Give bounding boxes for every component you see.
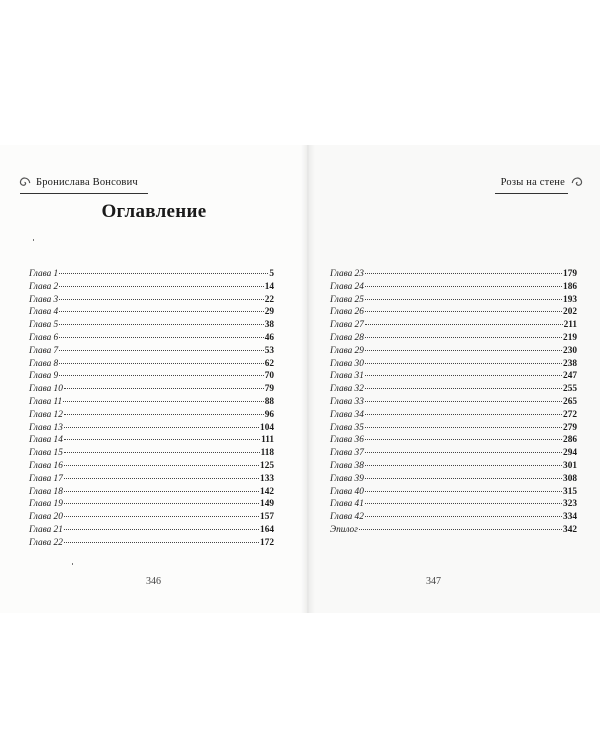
book-title: Розы на стене [500, 176, 565, 188]
toc-dot-leader [64, 491, 259, 492]
page-title: Оглавление [101, 201, 207, 222]
toc-dot-leader [64, 388, 264, 389]
toc-dot-leader [59, 350, 264, 351]
toc-dot-leader [365, 337, 562, 338]
toc-entry-label: Глава 36 [330, 435, 364, 446]
toc-entry [29, 396, 274, 409]
toc-entry-label: Глава 12 [29, 409, 63, 420]
toc-entry-label: Глава 25 [330, 294, 364, 305]
toc-entry [330, 447, 577, 460]
toc-dot-leader [64, 414, 264, 415]
toc-entry-page: 104 [260, 422, 274, 433]
toc-entry [330, 370, 577, 383]
toc-entry [330, 409, 577, 422]
toc-entry [29, 332, 274, 345]
toc-dot-leader [365, 478, 562, 479]
toc-entry-label: Глава 1 [29, 269, 59, 279]
toc-entry [330, 524, 577, 537]
left-page [0, 145, 307, 613]
toc-entry-page: 62 [264, 358, 274, 369]
toc-entry [330, 345, 577, 358]
toc-entry-label: Глава 31 [330, 371, 364, 382]
toc-entry-page: 193 [563, 294, 577, 305]
right-page [307, 145, 600, 613]
toc-entry [330, 422, 577, 435]
toc-entry-page: 172 [260, 537, 274, 548]
toc-entry [29, 383, 274, 396]
toc-entry-label: Глава 21 [29, 524, 63, 535]
toc-entry [29, 306, 274, 319]
toc-entry-label: Глава 23 [330, 269, 364, 279]
toc-entry [330, 281, 577, 294]
toc-entry-page: 22 [264, 294, 274, 305]
toc-entry-page: 111 [261, 435, 274, 446]
toc-entry [330, 511, 577, 524]
toc-entry [29, 422, 274, 435]
toc-dot-leader [59, 324, 264, 325]
toc-entry [330, 306, 577, 319]
toc-dot-leader [365, 273, 562, 274]
toc-entry-page: 265 [563, 396, 577, 407]
toc-dot-leader [365, 311, 562, 312]
toc-dot-leader [59, 273, 268, 274]
toc-entry-page: 342 [563, 524, 577, 535]
toc-dot-leader [59, 337, 264, 338]
toc-entry-page: 230 [563, 345, 577, 356]
toc-entry-page: 238 [563, 358, 577, 369]
toc-entry-label: Эпилог [330, 524, 358, 535]
toc-entry-page: 211 [563, 320, 577, 331]
toc-dot-leader [365, 375, 562, 376]
toc-entry-page: 118 [260, 448, 274, 459]
toc-entry [330, 498, 577, 511]
toc-entry-label: Глава 35 [330, 422, 364, 433]
toc-entry-label: Глава 14 [29, 435, 63, 446]
toc-list-left [29, 268, 274, 550]
print-speck [33, 239, 34, 241]
toc-entry-page: 272 [563, 409, 577, 420]
toc-entry-page: 29 [264, 307, 274, 318]
toc-entry-label: Глава 2 [29, 281, 59, 292]
toc-entry-label: Глава 40 [330, 486, 364, 497]
toc-entry-label: Глава 26 [330, 307, 364, 318]
toc-dot-leader [63, 401, 264, 402]
toc-entry-page: 308 [563, 473, 577, 484]
toc-dot-leader [59, 375, 264, 376]
toc-entry-page: 247 [563, 371, 577, 382]
toc-dot-leader [365, 439, 562, 440]
book-gutter [301, 145, 315, 613]
toc-dot-leader [64, 465, 259, 466]
toc-entry-label: Глава 5 [29, 320, 59, 331]
toc-entry-label: Глава 15 [29, 448, 63, 459]
toc-entry [29, 294, 274, 307]
toc-dot-leader [365, 299, 562, 300]
toc-entry [330, 268, 577, 281]
right-running-head [501, 174, 584, 190]
toc-entry-page: 334 [563, 512, 577, 523]
toc-entry-page: 125 [260, 460, 274, 471]
toc-dot-leader [64, 529, 259, 530]
toc-entry-label: Глава 18 [29, 486, 63, 497]
toc-entry [330, 294, 577, 307]
toc-entry-page: 179 [563, 269, 577, 279]
toc-dot-leader [59, 286, 264, 287]
toc-entry-label: Глава 32 [330, 384, 364, 395]
toc-entry-label: Глава 20 [29, 512, 63, 523]
toc-dot-leader [365, 503, 562, 504]
toc-dot-leader [365, 350, 562, 351]
toc-dot-leader [64, 478, 259, 479]
spiral-ornament-icon [571, 176, 584, 189]
toc-entry [29, 358, 274, 371]
toc-entry-label: Глава 28 [330, 332, 364, 343]
toc-entry-label: Глава 3 [29, 294, 59, 305]
toc-entry [29, 460, 274, 473]
toc-entry [29, 498, 274, 511]
page-number: 346 [146, 576, 161, 587]
toc-entry [29, 281, 274, 294]
toc-entry-page: 279 [563, 422, 577, 433]
toc-entry [29, 434, 274, 447]
toc-entry-page: 38 [264, 320, 274, 331]
toc-dot-leader [359, 529, 562, 530]
toc-entry-page: 70 [264, 371, 274, 382]
toc-entry [330, 319, 577, 332]
toc-entry [29, 319, 274, 332]
toc-entry-label: Глава 13 [29, 422, 63, 433]
toc-entry-page: 79 [264, 384, 274, 395]
toc-entry-page: 323 [563, 499, 577, 510]
toc-entry-label: Глава 22 [29, 537, 63, 548]
toc-entry [29, 486, 274, 499]
toc-entry-page: 46 [264, 332, 274, 343]
toc-entry-page: 14 [264, 281, 274, 292]
toc-entry-page: 286 [563, 435, 577, 446]
toc-dot-leader [365, 363, 562, 364]
toc-entry [29, 473, 274, 486]
toc-entry-label: Глава 24 [330, 281, 364, 292]
toc-entry [29, 537, 274, 550]
toc-entry-page: 5 [269, 269, 274, 279]
toc-dot-leader [64, 516, 259, 517]
toc-dot-leader [365, 516, 562, 517]
toc-entry-label: Глава 29 [330, 345, 364, 356]
toc-entry-label: Глава 39 [330, 473, 364, 484]
toc-list-right [330, 268, 577, 537]
toc-dot-leader [64, 439, 260, 440]
toc-entry-page: 53 [264, 345, 274, 356]
toc-entry-label: Глава 11 [29, 396, 63, 407]
toc-dot-leader [365, 388, 562, 389]
toc-entry-page: 149 [260, 499, 274, 510]
toc-entry-label: Глава 8 [29, 358, 59, 369]
toc-dot-leader [365, 324, 563, 325]
toc-entry [29, 409, 274, 422]
toc-dot-leader [59, 363, 264, 364]
toc-entry-label: Глава 16 [29, 460, 63, 471]
toc-entry-label: Глава 27 [330, 320, 364, 331]
toc-entry-page: 255 [563, 384, 577, 395]
toc-dot-leader [64, 452, 260, 453]
toc-entry [330, 473, 577, 486]
toc-entry-label: Глава 9 [29, 371, 59, 382]
toc-entry-label: Глава 34 [330, 409, 364, 420]
toc-dot-leader [365, 414, 562, 415]
toc-entry-label: Глава 7 [29, 345, 59, 356]
book-spread [0, 145, 600, 613]
toc-entry [29, 370, 274, 383]
author-name: Бронислава Вонсович [36, 176, 138, 188]
toc-entry [330, 332, 577, 345]
page-number: 347 [426, 576, 441, 587]
spiral-ornament-icon [18, 176, 31, 189]
toc-entry-page: 157 [260, 512, 274, 523]
toc-entry-label: Глава 6 [29, 332, 59, 343]
toc-dot-leader [365, 491, 562, 492]
toc-dot-leader [64, 503, 259, 504]
toc-entry-page: 294 [563, 448, 577, 459]
toc-entry-label: Глава 17 [29, 473, 63, 484]
toc-dot-leader [59, 299, 264, 300]
toc-entry-label: Глава 30 [330, 358, 364, 369]
toc-dot-leader [365, 427, 562, 428]
toc-dot-leader [365, 286, 562, 287]
running-head-rule [495, 193, 568, 194]
toc-entry-page: 164 [260, 524, 274, 535]
toc-dot-leader [59, 311, 264, 312]
toc-entry [330, 358, 577, 371]
toc-entry [330, 383, 577, 396]
toc-entry-label: Глава 42 [330, 512, 364, 523]
toc-entry-label: Глава 33 [330, 396, 364, 407]
toc-dot-leader [64, 542, 259, 543]
toc-entry [29, 268, 274, 281]
toc-entry [330, 486, 577, 499]
left-running-head [18, 174, 138, 190]
toc-entry-label: Глава 19 [29, 499, 63, 510]
toc-entry-page: 142 [260, 486, 274, 497]
toc-entry-page: 301 [563, 460, 577, 471]
toc-entry [29, 511, 274, 524]
toc-entry-page: 88 [264, 396, 274, 407]
toc-entry-page: 186 [563, 281, 577, 292]
toc-entry-page: 96 [264, 409, 274, 420]
toc-entry-page: 219 [563, 332, 577, 343]
toc-dot-leader [365, 465, 562, 466]
toc-entry-label: Глава 37 [330, 448, 364, 459]
toc-entry [29, 524, 274, 537]
toc-entry [29, 345, 274, 358]
running-head-rule [20, 193, 148, 194]
toc-entry [330, 396, 577, 409]
toc-dot-leader [365, 452, 562, 453]
toc-entry-page: 315 [563, 486, 577, 497]
toc-dot-leader [365, 401, 562, 402]
print-speck [72, 563, 73, 565]
toc-entry-label: Глава 10 [29, 384, 63, 395]
toc-entry [330, 434, 577, 447]
toc-entry [29, 447, 274, 460]
toc-entry-label: Глава 41 [330, 499, 364, 510]
toc-entry-label: Глава 38 [330, 460, 364, 471]
toc-dot-leader [64, 427, 259, 428]
toc-entry-page: 133 [260, 473, 274, 484]
toc-entry [330, 460, 577, 473]
toc-entry-page: 202 [563, 307, 577, 318]
toc-entry-label: Глава 4 [29, 307, 59, 318]
